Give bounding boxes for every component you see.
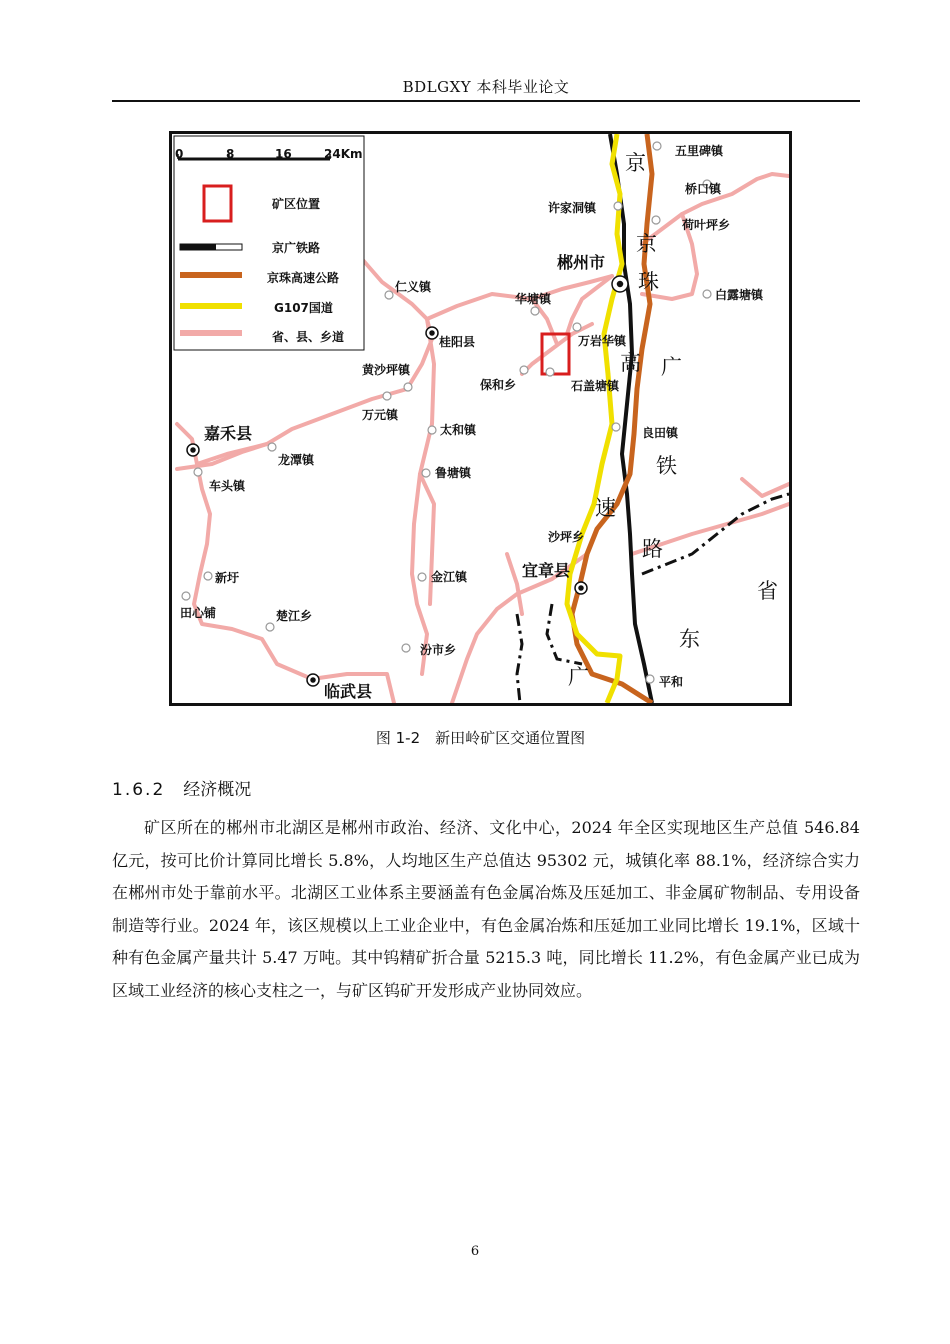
town-taihe: 太和镇 [440, 423, 477, 437]
railway-char-guang: 广 [661, 355, 682, 379]
running-header: BDLGXY 本科毕业论文 [402, 78, 570, 96]
town-huatang: 华塘镇 [515, 292, 552, 306]
town-renyi: 仁义镇 [395, 280, 432, 294]
national-road-line [567, 134, 622, 703]
page-number: 6 [470, 1244, 480, 1259]
legend-mine-label: 矿区位置 [272, 197, 321, 211]
town-jinjiang: 金江镇 [431, 570, 468, 584]
town-shigaitang: 石盖塘镇 [571, 379, 620, 393]
figure-caption: 图 1-2 新田岭矿区交通位置图 [375, 729, 586, 747]
expressway-char-gao: 高 [620, 351, 641, 375]
town-xujiadong: 许家洞镇 [548, 201, 597, 215]
province-border [517, 494, 789, 703]
expressway-char-jing: 京 [636, 232, 657, 256]
town-wanyanhua: 万岩华镇 [578, 334, 627, 348]
town-fenshi: 汾市乡 [420, 643, 457, 657]
railway-char-tie: 铁 [656, 454, 677, 478]
town-heyeping: 荷叶坪乡 [682, 218, 731, 232]
town-chetou: 车头镇 [209, 479, 246, 493]
body-paragraph: 矿区所在的郴州市北湖区是郴州市政治、经济、文化中心，2024 年全区实现地区生产总值 546.84 亿元，按可比价计算同比增长 5.8%，人均地区生产总值达 95302 元，城镇化率 88.1%，经济综合实力在郴州市处于靠前水平。北湖区工业体系主要涵盖有色金属冶炼及压延加工、非金属矿物制品、专用设备制造等行业。2024 年，该区规模以上工业企业中，有色金属冶炼和压延加工业同比增长 19.1%，区域十种有色金属产量共计 5.47 万吨。其中钨精矿折合量 5215.3 吨，同比增长 11.2%，有色金属产业已成为区域工业经济的核心支柱之一，与矿区钨矿开发形成产业协同效应。 [112, 818, 860, 1000]
town-longtan: 龙潭镇 [278, 453, 315, 467]
town-shaping: 沙坪乡 [548, 530, 585, 544]
province-char-guang: 广 [568, 665, 589, 689]
town-bailutang: 白露塘镇 [715, 288, 764, 302]
railway-char-lu: 路 [642, 537, 663, 561]
section-number: 1.6.2 [112, 780, 166, 800]
town-chujiang: 楚江乡 [276, 609, 313, 623]
expressway-char-su: 速 [595, 496, 616, 520]
scale-tick-8: 8 [226, 147, 235, 161]
legend-railway-label: 京广铁路 [272, 241, 321, 255]
town-wanyuan: 万元镇 [362, 408, 399, 422]
county-jiahe: 嘉禾县 [204, 424, 253, 443]
header-rule [112, 100, 860, 102]
town-xinyu: 新圩 [215, 571, 240, 585]
province-char-sheng: 省 [757, 579, 778, 603]
town-tianxinpu: 田心铺 [180, 606, 217, 620]
section-title: 经济概况 [183, 780, 252, 800]
county-yizhang: 宜章县 [522, 561, 571, 580]
map-svg [172, 134, 789, 703]
legend-national-road-label: G107国道 [274, 301, 333, 315]
section-heading [112, 775, 251, 800]
town-pinghe: 平和 [659, 675, 684, 689]
town-baohe: 保和乡 [480, 378, 517, 392]
town-qiaokou: 桥口镇 [685, 182, 722, 196]
scale-tick-24km: 24Km [324, 147, 363, 161]
city-chenzhou: 郴州市 [557, 253, 606, 272]
scale-tick-16: 16 [275, 147, 292, 161]
traffic-location-map [169, 131, 792, 706]
town-liangtian: 良田镇 [642, 426, 679, 440]
town-huangshaping: 黄沙坪镇 [362, 363, 411, 377]
railway-char-jing: 京 [625, 151, 646, 175]
scale-tick-0: 0 [175, 147, 184, 161]
town-wulibei: 五里碑镇 [675, 144, 724, 158]
province-char-dong: 东 [679, 627, 700, 651]
expressway-char-zhu: 珠 [638, 270, 659, 294]
county-linwu: 临武县 [324, 682, 373, 701]
town-lutang: 鲁塘镇 [435, 466, 472, 480]
county-guiyang: 桂阳县 [439, 335, 476, 349]
legend-local-roads-label: 省、县、乡道 [272, 330, 345, 344]
legend-expressway-label: 京珠高速公路 [267, 271, 340, 285]
legend-box [174, 136, 364, 350]
